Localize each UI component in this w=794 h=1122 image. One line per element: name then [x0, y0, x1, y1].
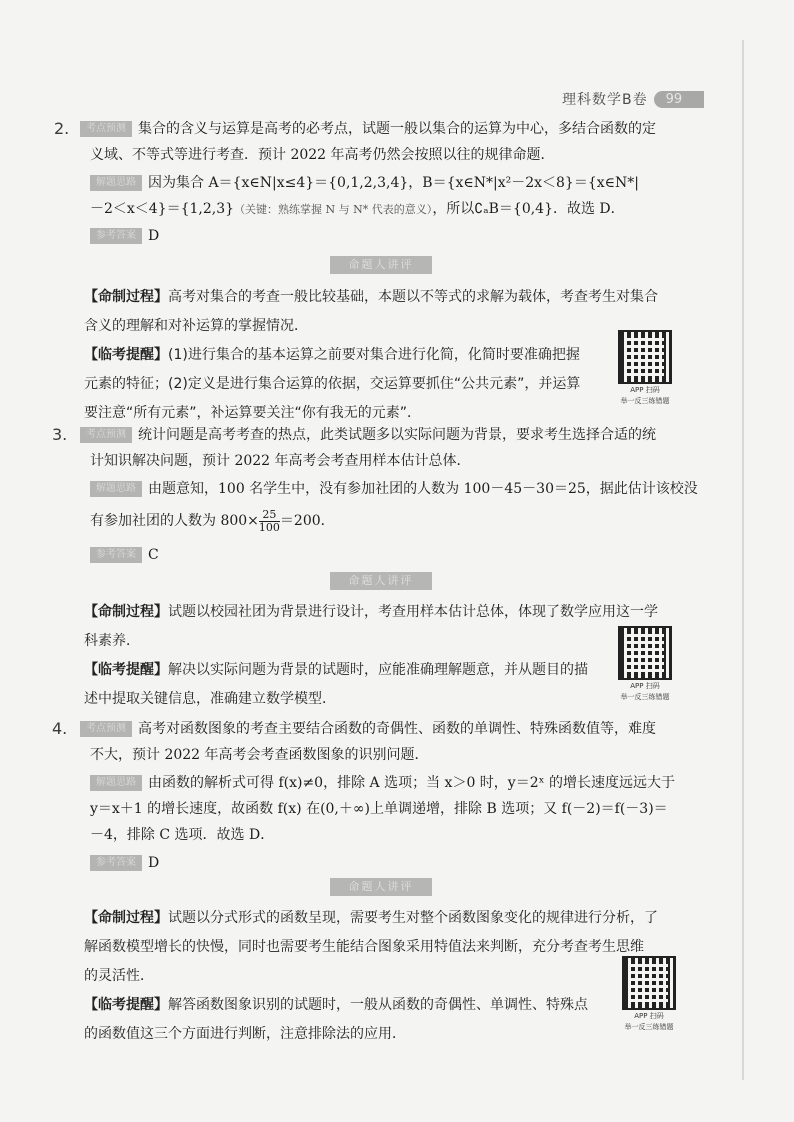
qr-caption: 举一反三练错题	[620, 397, 670, 405]
analysis-text: 义域、不等式等进行考查．预计 2022 年高考仍然会按照以往的规律命题．	[90, 147, 555, 163]
qr-caption: APP 扫码	[630, 386, 660, 394]
label-process: 【命制过程】	[84, 910, 168, 926]
fraction-numerator: 25	[259, 509, 280, 522]
commentary-text: 试题以校园社团为背景进行设计，考查用样本估计总体，体现了数学应用这一学	[168, 604, 658, 620]
label-process: 【命制过程】	[84, 604, 168, 620]
fraction	[259, 509, 280, 534]
tag-solution: 解题思路	[90, 775, 142, 791]
commentary-text: 要注意“所有元素”，补运算要关注“你有我无的元素”．	[84, 405, 422, 421]
label-process: 【命制过程】	[84, 289, 168, 305]
analysis-text: 高考对函数图象的考查主要结合函数的奇偶性、函数的单调性、特殊函数值等，难度	[138, 721, 656, 737]
question-2	[54, 116, 698, 249]
answer-text: D	[148, 855, 160, 871]
commentary-text: 试题以分式形式的函数呈现，需要考生对整个函数图象变化的规律进行分析，了	[168, 910, 658, 926]
qr-code-image	[618, 330, 672, 384]
fraction-denominator: 100	[258, 520, 280, 534]
qr-code[interactable]	[614, 330, 676, 406]
solution-text: ，所以∁ₐB＝{0,4}．故选 D．	[432, 201, 625, 217]
commentary-text: 解答函数图象识别的试题时，一般从函数的奇偶性、单调性、特殊点	[168, 997, 588, 1013]
commentary-text: 元素的特征；(2)定义是进行集合运算的依据，交运算要抓住“公共元素”，并运算	[84, 376, 581, 392]
question-4	[52, 716, 698, 876]
solution-text: ＝200．	[279, 513, 335, 529]
qr-caption: 举一反三练错题	[620, 693, 670, 701]
question-number: 4.	[52, 719, 68, 738]
analysis-text: 计知识解决问题，预计 2022 年高考会考查用样本估计总体．	[90, 453, 471, 469]
tag-solution: 解题思路	[90, 481, 142, 497]
solution-text: 由函数的解析式可得 f(x)≠0，排除 A 选项；当 x＞0 时，y＝2ˣ 的增长速度远远大于	[148, 775, 676, 791]
page-header	[562, 88, 704, 110]
header-title: 理科数学B卷	[562, 92, 648, 108]
commentary-banner: 命题人讲评	[330, 256, 432, 274]
commentary-text: (1)进行集合的基本运算之前要对集合进行化简，化简时要准确把握	[168, 347, 580, 363]
commentary-q3	[84, 598, 694, 714]
commentary-text: 解决以实际问题为背景的试题时，应能准确理解题意，并从题目的描	[168, 662, 588, 678]
commentary-text: 的函数值这三个方面进行判断，注意排除法的应用．	[84, 1026, 406, 1042]
commentary-q2	[84, 283, 694, 428]
tag-analysis: 考点预测	[80, 121, 132, 137]
question-number: 2.	[54, 119, 70, 138]
tag-answer: 参考答案	[90, 855, 142, 871]
tag-answer: 参考答案	[90, 547, 142, 563]
qr-code-image	[622, 956, 676, 1010]
commentary-text: 的灵活性．	[84, 968, 154, 984]
label-reminder: 【临考提醒】	[84, 997, 168, 1013]
commentary-text: 高考对集合的考查一般比较基础，本题以不等式的求解为载体，考查考生对集合	[168, 289, 658, 305]
analysis-text: 不大，预计 2022 年高考会考查函数图象的识别问题．	[90, 747, 429, 763]
label-reminder: 【临考提醒】	[84, 662, 168, 678]
tag-answer: 参考答案	[90, 228, 142, 244]
analysis-text: 统计问题是高考考查的热点，此类试题多以实际问题为背景，要求考生选择合适的统	[138, 427, 656, 443]
commentary-text: 解函数模型增长的快慢，同时也需要考生能结合图象采用特值法来判断，充分考查考生思维	[84, 939, 644, 955]
tag-solution: 解题思路	[90, 175, 142, 191]
qr-caption: APP 扫码	[630, 682, 660, 690]
qr-code[interactable]	[614, 626, 676, 702]
page-number: 99	[654, 91, 705, 108]
qr-code[interactable]	[618, 956, 680, 1032]
solution-note: （关键：熟练掌握 N 与 N* 代表的意义）	[234, 203, 433, 216]
tag-analysis: 考点预测	[80, 721, 132, 737]
commentary-banner: 命题人讲评	[330, 572, 432, 590]
commentary-text: 述中提取关键信息，准确建立数学模型．	[84, 691, 336, 707]
commentary-q4	[84, 904, 694, 1049]
solution-text: 由题意知，100 名学生中，没有参加社团的人数为 100－45－30＝25，据此估计该校没	[148, 481, 698, 497]
qr-code-image	[618, 626, 672, 680]
solution-text: －2＜x＜4}＝{1,2,3}	[90, 201, 235, 217]
commentary-text: 科素养．	[84, 633, 140, 649]
label-reminder: 【临考提醒】	[84, 347, 168, 363]
analysis-text: 集合的含义与运算是高考的必考点，试题一般以集合的运算为中心，多结合函数的定	[138, 121, 656, 137]
solution-text: －4，排除 C 选项．故选 D．	[90, 827, 275, 843]
page-edge	[742, 40, 744, 1080]
tag-analysis: 考点预测	[80, 427, 132, 443]
question-3	[52, 422, 698, 568]
solution-text: 因为集合 A＝{x∈N|x≤4}＝{0,1,2,3,4}，B＝{x∈N*|x²－2x＜8}＝{x∈N*|	[148, 175, 639, 191]
answer-text: C	[148, 547, 159, 563]
solution-text: y＝x＋1 的增长速度，故函数 f(x) 在(0,＋∞)上单调递增，排除 B 选项；又 f(－2)＝f(－3)＝	[90, 801, 668, 817]
solution-text: 有参加社团的人数为 800×	[90, 513, 259, 529]
question-number: 3.	[52, 425, 68, 444]
answer-text: D	[148, 228, 160, 244]
commentary-banner: 命题人讲评	[330, 878, 432, 896]
qr-caption: 举一反三练错题	[624, 1023, 674, 1031]
commentary-text: 含义的理解和对补运算的掌握情况．	[84, 318, 308, 334]
qr-caption: APP 扫码	[634, 1012, 664, 1020]
